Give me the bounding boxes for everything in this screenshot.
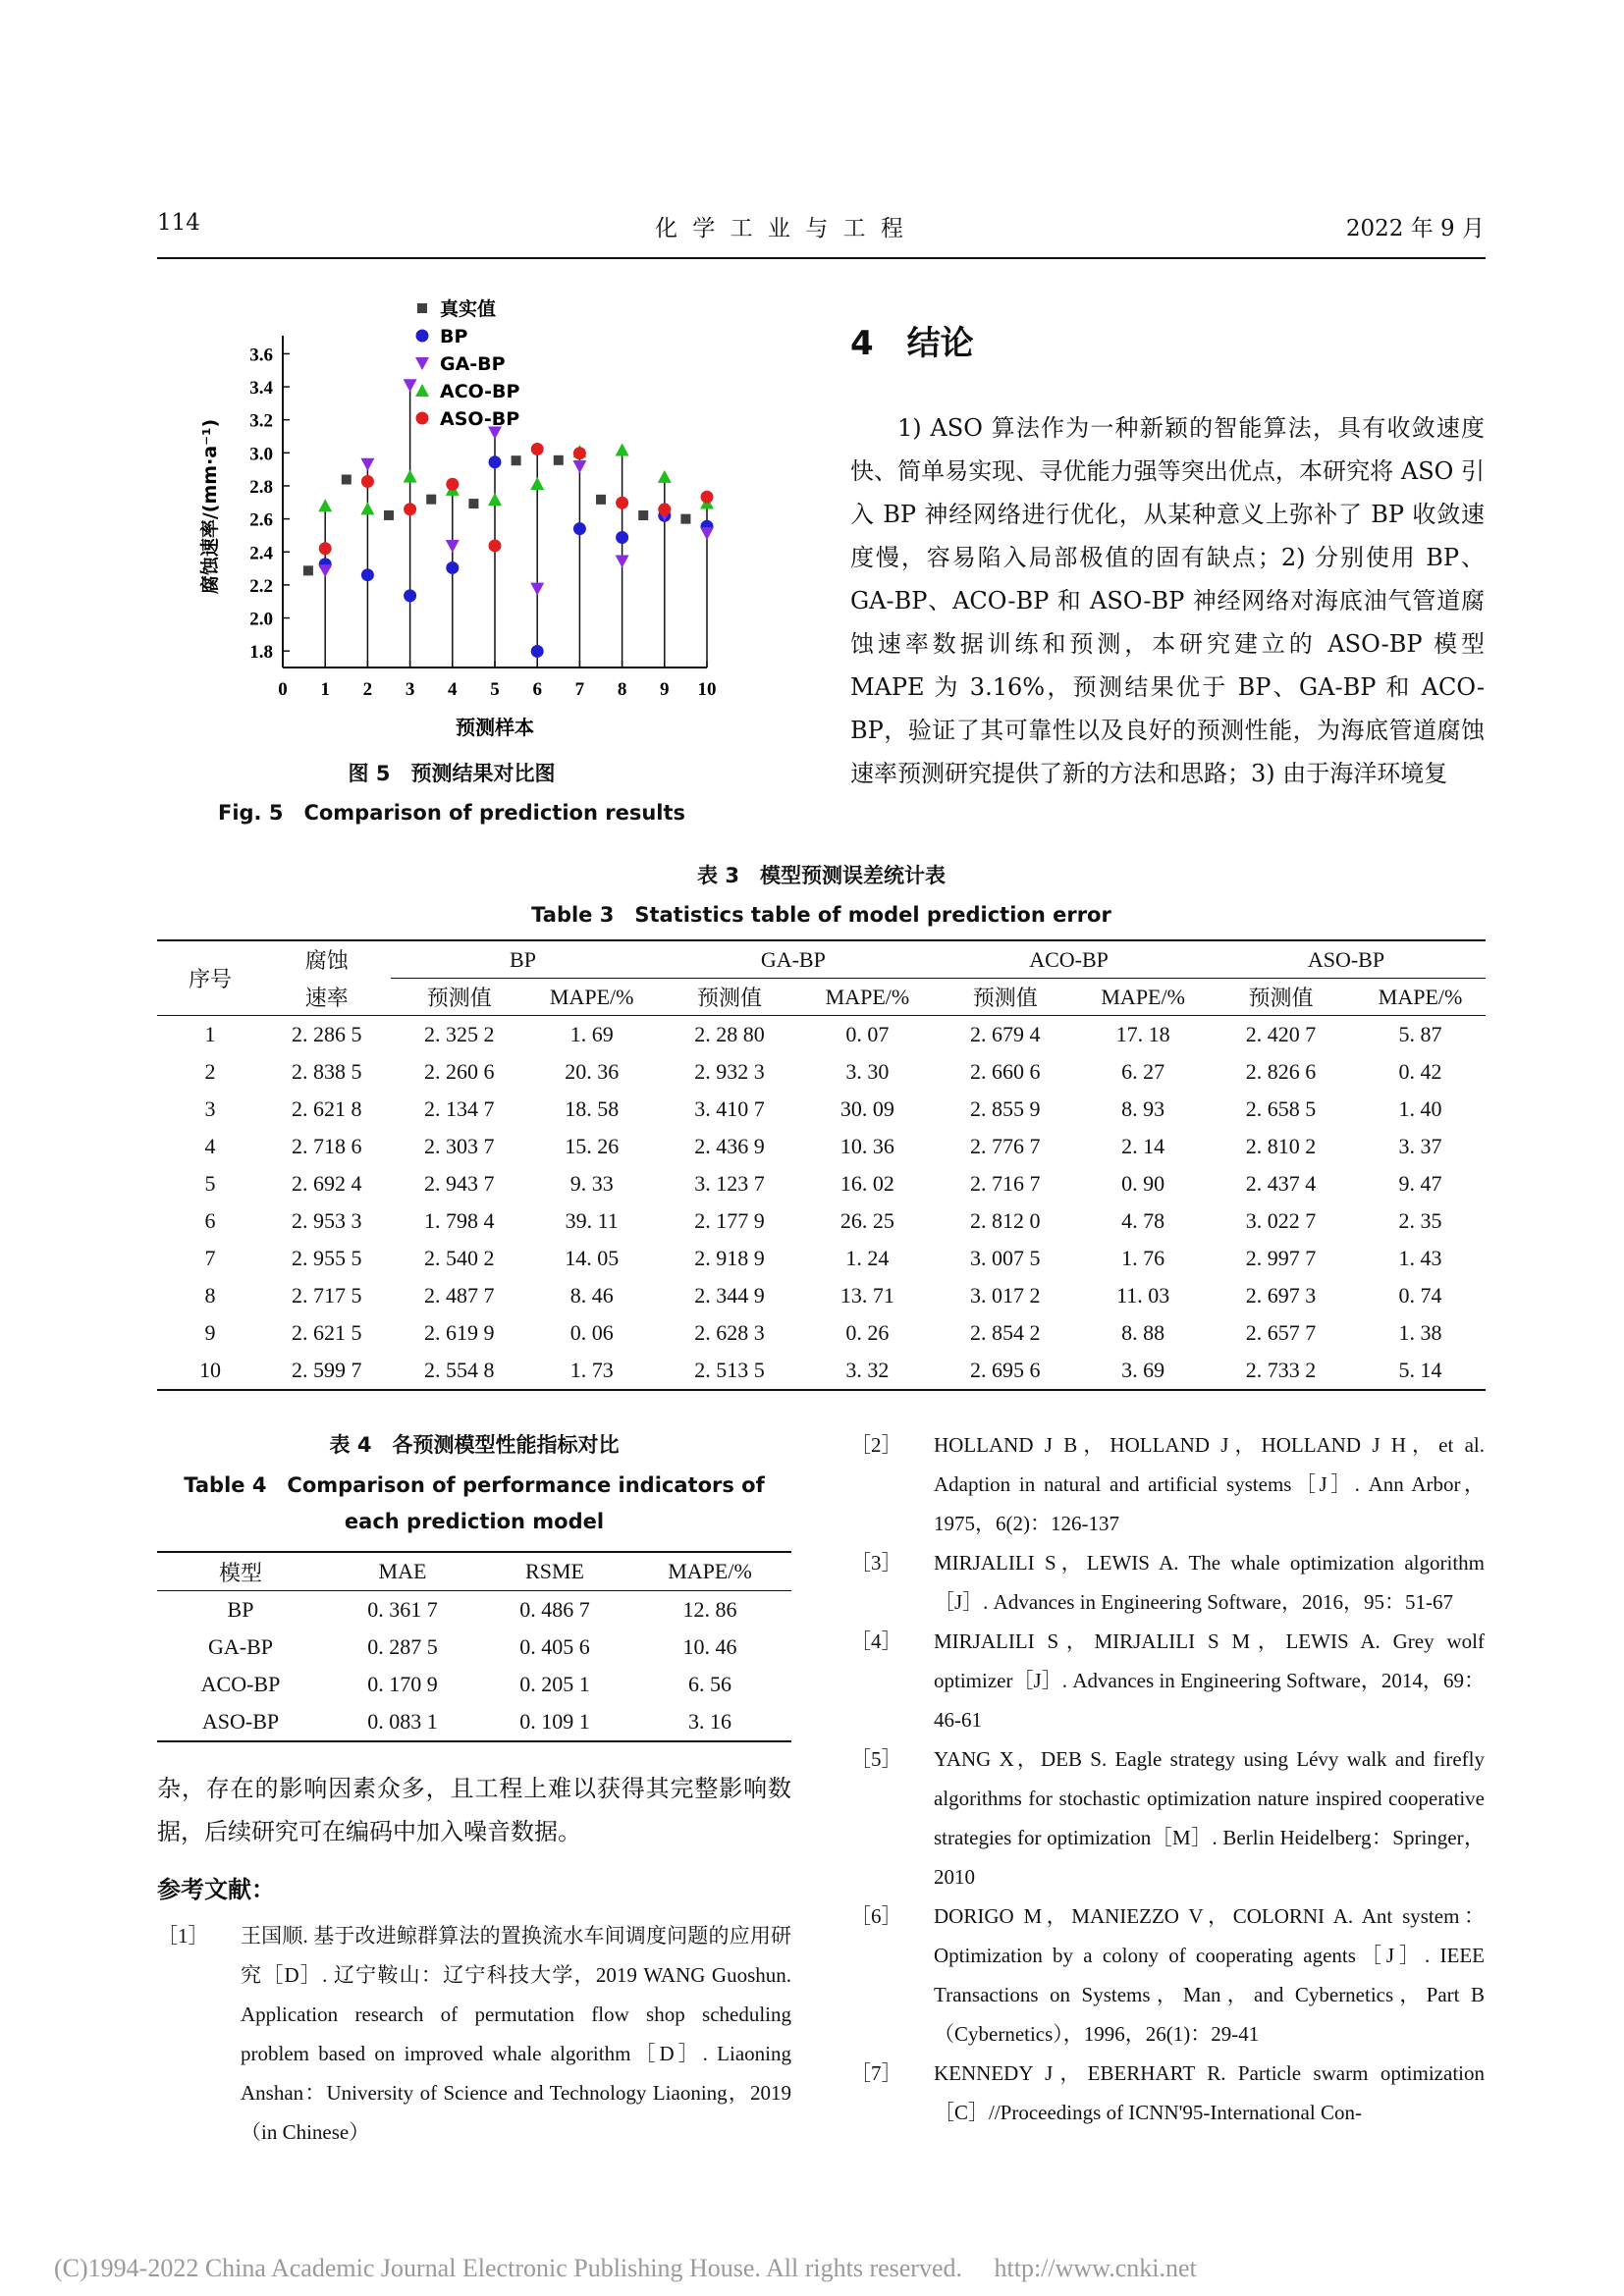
- references-left-column: [157, 1916, 791, 2152]
- data-point-aco-bp: [318, 499, 332, 511]
- x-tick-label: 1: [320, 679, 330, 700]
- legend-marker: [415, 384, 429, 397]
- table-cell: 5: [204, 1171, 216, 1196]
- table-cell: 1. 76: [1121, 1246, 1165, 1270]
- col-mape: MAPE/%: [1355, 979, 1486, 1016]
- table-cell: 1. 73: [528, 1352, 656, 1390]
- reference-text: 王国顺. 基于改进鲸群算法的置换流水车间调度问题的应用研究［D］. 辽宁鞍山：辽宁科技大学，2019 WANG Guoshun. Application research of permutation flow shop scheduling problem based on improved whale algorithm［D］. Liaoning Anshan：University of Science and Technology Liaoning，2019（in Chinese）: [241, 1924, 791, 2144]
- data-point-真实值: [384, 510, 394, 520]
- col-rate-line2: 速率: [263, 979, 391, 1016]
- table-cell: 3. 022 7: [1245, 1208, 1317, 1233]
- reference-text: MIRJALILI S，LEWIS A. The whale optimization algorithm［J］. Advances in Engineering Software，2016，95：51-67: [934, 1551, 1485, 1614]
- reference-text: MIRJALILI S，MIRJALILI S M，LEWIS A. Grey wolf optimizer［J］. Advances in Engineering Software，2014，69：46-61: [934, 1629, 1485, 1732]
- table-cell: 2. 487 7: [423, 1283, 495, 1308]
- table-cell: 26. 25: [839, 1208, 894, 1233]
- table-cell: 0. 74: [1398, 1283, 1442, 1308]
- table-cell: 2. 436 9: [694, 1134, 765, 1158]
- table-cell: 2. 325 2: [423, 1022, 495, 1046]
- data-point-aso-bp: [319, 542, 332, 555]
- col-mape: MAPE/%: [804, 979, 932, 1016]
- reference-item: [850, 1896, 1485, 2054]
- reference-number: ［4］: [850, 1629, 902, 1653]
- table-cell: 2. 953 3: [292, 1208, 362, 1233]
- y-tick-label: 1.8: [249, 642, 273, 664]
- table-cell: 0. 361 7: [367, 1597, 438, 1622]
- table-cell: 2. 838 5: [292, 1059, 362, 1084]
- data-point-aco-bp: [530, 477, 544, 490]
- table-cell: 2. 997 7: [1245, 1246, 1317, 1270]
- col-rate-line1: 腐蚀: [263, 940, 391, 979]
- data-point-真实值: [638, 510, 648, 520]
- table-row: [157, 1314, 1486, 1352]
- data-point-真实值: [426, 495, 436, 505]
- data-point-aso-bp: [531, 443, 544, 455]
- table-cell: 2. 286 5: [292, 1022, 362, 1046]
- issue-date: 2022 年 9 月: [1345, 216, 1485, 241]
- data-point-真实值: [596, 495, 606, 505]
- data-point-bp: [404, 589, 416, 602]
- table-cell: 2: [204, 1059, 216, 1084]
- table-cell: 2. 855 9: [970, 1096, 1041, 1121]
- reference-number: ［1］: [157, 1924, 209, 1948]
- table-cell: 6. 56: [688, 1672, 731, 1696]
- data-point-aso-bp: [701, 491, 714, 504]
- header-rule: [157, 257, 1486, 259]
- table-cell: 2. 733 2: [1207, 1352, 1355, 1390]
- table-row: [157, 1591, 791, 1629]
- table-cell: 2. 955 5: [292, 1246, 362, 1270]
- col-rsme: RSME: [481, 1552, 628, 1591]
- table-cell: 2. 437 4: [1245, 1171, 1317, 1196]
- table-cell: 0. 486 7: [519, 1597, 590, 1622]
- section-title-conclusion: 4 结论: [850, 324, 974, 363]
- data-point-ga-bp: [572, 460, 586, 473]
- table-cell: 13. 71: [839, 1283, 894, 1308]
- references-right-column: [850, 1425, 1485, 2132]
- table-cell: 2. 554 8: [391, 1352, 528, 1390]
- figure-caption-cn: 图 5 预测结果对比图: [348, 762, 556, 785]
- table-cell: 2. 660 6: [970, 1059, 1041, 1084]
- y-tick-label: 2.6: [249, 509, 273, 531]
- table-row: [157, 1277, 1486, 1314]
- table-cell: 2. 854 2: [970, 1320, 1041, 1345]
- reference-item: [850, 1739, 1485, 1896]
- table-cell: 3. 30: [845, 1059, 890, 1084]
- table-cell: 10. 36: [839, 1134, 894, 1158]
- page-number: 114: [157, 210, 200, 236]
- table-cell: 1: [204, 1022, 216, 1046]
- table-cell: 1. 43: [1398, 1246, 1442, 1270]
- table-cell: 16. 02: [839, 1171, 894, 1196]
- data-point-aco-bp: [360, 502, 374, 514]
- table-cell: 10. 46: [682, 1634, 737, 1659]
- data-point-ga-bp: [530, 583, 544, 596]
- conclusion-text: 1) ASO 算法作为一种新颖的智能算法，具有收敛速度快、简单易实现、寻优能力强等突出优点，本研究将 ASO 引入 BP 神经网络进行优化，从某种意义上弥补了 BP 收敛速度慢，容易陷入局部极值的固有缺点；2) 分别使用 BP、GA-BP、ACO-BP 和 ASO-BP 神经网络对海底油气管道腐蚀速率数据训练和预测，本研究建立的 ASO-BP 模型 MAPE 为 3.16%，预测结果优于 BP、GA-BP 和 ACO-BP，验证了其可靠性以及良好的预测性能，为海底管道腐蚀速率预测研究提供了新的方法和思路；3) 由于海洋环境复: [850, 414, 1485, 787]
- table-cell: 2. 812 0: [970, 1208, 1041, 1233]
- table-cell: 2. 717 5: [292, 1283, 362, 1308]
- y-tick-label: 3.2: [249, 410, 273, 432]
- table-cell: 3. 32: [804, 1352, 932, 1390]
- table-cell: 3. 37: [1398, 1134, 1442, 1158]
- x-tick-label: 8: [617, 679, 627, 700]
- x-tick-label: 9: [660, 679, 670, 700]
- legend-label: GA-BP: [440, 353, 506, 375]
- data-point-真实值: [468, 499, 478, 508]
- table-cell: 4. 78: [1121, 1208, 1165, 1233]
- data-point-真实值: [303, 565, 313, 575]
- table-cell: 2. 628 3: [694, 1320, 765, 1345]
- table-row: [157, 1053, 1486, 1091]
- data-point-aso-bp: [658, 503, 671, 515]
- x-tick-label: 0: [278, 679, 288, 700]
- data-point-aso-bp: [616, 497, 628, 509]
- table4-caption-en-line2: each prediction model: [344, 1510, 605, 1533]
- table-cell: 2. 697 3: [1245, 1283, 1317, 1308]
- table-cell: 2. 658 5: [1245, 1096, 1317, 1121]
- col-index: 序号: [157, 940, 263, 1016]
- data-point-aco-bp: [616, 443, 629, 455]
- col-mape: MAPE/%: [628, 1552, 791, 1591]
- legend-marker: [415, 357, 429, 370]
- data-point-ga-bp: [318, 564, 332, 577]
- data-point-aco-bp: [488, 493, 502, 506]
- col-mae: MAE: [324, 1552, 481, 1591]
- table-cell: 17. 18: [1115, 1022, 1170, 1046]
- table-cell: 2. 35: [1398, 1208, 1442, 1233]
- table-row: [157, 1202, 1486, 1240]
- table-cell: 3. 007 5: [970, 1246, 1041, 1270]
- table-row: [157, 1091, 1486, 1128]
- col-pred: 预测值: [931, 979, 1079, 1016]
- data-point-ga-bp: [404, 379, 417, 392]
- col-model: 模型: [157, 1552, 324, 1591]
- data-point-ga-bp: [700, 527, 714, 540]
- table-cell: ACO-BP: [200, 1672, 281, 1696]
- table-cell: 8. 46: [569, 1283, 614, 1308]
- data-point-真实值: [342, 474, 352, 484]
- table-cell: 7: [204, 1246, 216, 1270]
- conclusion-paragraph: [850, 406, 1485, 795]
- reference-text: YANG X，DEB S. Eagle strategy using Lévy walk and firefly algorithms for stochastic optimization nature inspired cooperative strategies for optimization［M］. Berlin Heidelberg：Springer，2010: [934, 1747, 1485, 1889]
- table-row: [157, 1666, 791, 1703]
- table-cell: 2. 303 7: [423, 1134, 495, 1158]
- table-cell: 3. 16: [628, 1703, 791, 1741]
- table-cell: 0. 06: [569, 1320, 614, 1345]
- group-aso-bp: ASO-BP: [1207, 940, 1486, 979]
- table-cell: BP: [227, 1597, 254, 1622]
- reference-text: DORIGO M，MANIEZZO V，COLORNI A. Ant system：Optimization by a colony of cooperating agents［J］. IEEE Transactions on Systems，Man，and Cybernetics，Part B（Cybernetics），1996，26(1)：29-41: [934, 1904, 1485, 2046]
- table4-caption-cn: 表 4 各预测模型性能指标对比: [329, 1433, 620, 1457]
- table-cell: 0. 405 6: [519, 1634, 590, 1659]
- table-row: [157, 1629, 791, 1666]
- legend-marker: [417, 303, 427, 313]
- table-row: [157, 1016, 1486, 1054]
- y-axis-label: 腐蚀速率/(mm·a⁻¹): [199, 418, 221, 595]
- col-pred: 预测值: [655, 979, 803, 1016]
- table-cell: 4: [204, 1134, 216, 1158]
- reference-text: KENNEDY J，EBERHART R. Particle swarm optimization［C］//Proceedings of ICNN'95-International Con-: [934, 2061, 1485, 2124]
- y-tick-label: 3.4: [249, 378, 273, 400]
- table-cell: 39. 11: [565, 1208, 619, 1233]
- conclusion-paragraph-cont: [157, 1767, 791, 1853]
- col-mape: MAPE/%: [1079, 979, 1207, 1016]
- table-cell: 2. 826 6: [1245, 1059, 1317, 1084]
- table-cell: 2. 621 8: [292, 1096, 362, 1121]
- data-point-bp: [573, 522, 586, 535]
- table3-caption-en: Table 3 Statistics table of model prediction error: [531, 903, 1111, 927]
- table-cell: 18. 58: [565, 1096, 620, 1121]
- table-cell: 20. 36: [565, 1059, 620, 1084]
- legend-label: ASO-BP: [440, 408, 520, 430]
- table-cell: 3. 69: [1079, 1352, 1207, 1390]
- table-cell: 6. 27: [1121, 1059, 1165, 1084]
- table-cell: 2. 918 9: [694, 1246, 765, 1270]
- legend-marker: [416, 330, 429, 343]
- table3-prediction-error: [157, 939, 1486, 1391]
- col-pred: 预测值: [391, 979, 528, 1016]
- table-cell: 3. 123 7: [694, 1171, 765, 1196]
- data-point-bp: [361, 568, 374, 581]
- table-cell: 0. 109 1: [481, 1703, 628, 1741]
- table-row: [157, 1240, 1486, 1277]
- y-tick-label: 2.8: [249, 476, 273, 498]
- table-cell: 2. 619 9: [423, 1320, 495, 1345]
- table-cell: 2. 776 7: [970, 1134, 1041, 1158]
- table-cell: 0. 287 5: [367, 1634, 438, 1659]
- table-cell: 2. 344 9: [694, 1283, 765, 1308]
- y-tick-label: 2.0: [249, 609, 273, 630]
- reference-number: ［5］: [850, 1747, 902, 1771]
- table-cell: 1. 24: [845, 1246, 890, 1270]
- table-cell: ASO-BP: [157, 1703, 324, 1741]
- group-ga-bp: GA-BP: [655, 940, 931, 979]
- table-cell: 5. 87: [1398, 1022, 1442, 1046]
- table-cell: 2. 932 3: [694, 1059, 765, 1084]
- x-tick-label: 5: [490, 679, 500, 700]
- conclusion-text-cont: 杂，存在的影响因素众多，且工程上难以获得其完整影响数据，后续研究可在编码中加入噪音数据。: [157, 1775, 791, 1845]
- data-point-ga-bp: [446, 540, 460, 553]
- table-cell: 0. 205 1: [519, 1672, 590, 1696]
- reference-number: ［2］: [850, 1433, 902, 1457]
- data-point-真实值: [680, 514, 690, 524]
- table-cell: 2. 14: [1121, 1134, 1165, 1158]
- data-point-ga-bp: [616, 556, 629, 568]
- journal-title: 化 学 工 业 与 工 程: [655, 216, 907, 241]
- y-tick-label: 2.2: [249, 575, 273, 597]
- reference-text: HOLLAND J B，HOLLAND J，HOLLAND J H，et al. Adaption in natural and artificial systems［J］. Ann Arbor，1975，6(2)：126-137: [934, 1433, 1485, 1535]
- table-cell: 2. 599 7: [263, 1352, 391, 1390]
- y-tick-label: 2.4: [249, 543, 273, 564]
- reference-item: [850, 1543, 1485, 1622]
- col-mape: MAPE/%: [528, 979, 656, 1016]
- table-cell: 0. 90: [1121, 1171, 1165, 1196]
- table-cell: 0. 170 9: [367, 1672, 438, 1696]
- data-point-aco-bp: [404, 470, 417, 483]
- reference-item: [157, 1916, 791, 2152]
- x-tick-label: 10: [697, 679, 717, 700]
- data-point-aso-bp: [404, 503, 416, 515]
- data-point-bp: [616, 531, 628, 544]
- table-cell: 0. 07: [845, 1022, 890, 1046]
- group-aco-bp: ACO-BP: [931, 940, 1207, 979]
- table-cell: 2. 28 80: [694, 1022, 765, 1046]
- table-cell: 2. 718 6: [292, 1134, 362, 1158]
- y-tick-label: 3.6: [249, 345, 273, 366]
- table-row: [157, 1352, 1486, 1390]
- table-cell: 1. 40: [1398, 1096, 1442, 1121]
- data-point-bp: [446, 561, 459, 574]
- x-tick-label: 6: [532, 679, 542, 700]
- table-cell: 2. 692 4: [292, 1171, 362, 1196]
- table-cell: 2. 513 5: [655, 1352, 803, 1390]
- table-cell: 2. 621 5: [292, 1320, 362, 1345]
- data-point-bp: [489, 455, 502, 468]
- table4-caption-en-line1: Table 4 Comparison of performance indicators of: [184, 1473, 765, 1497]
- table-cell: 2. 134 7: [423, 1096, 495, 1121]
- table-cell: 10: [157, 1352, 263, 1390]
- x-tick-label: 4: [448, 679, 458, 700]
- table-cell: 2. 177 9: [694, 1208, 765, 1233]
- table-cell: 2. 716 7: [970, 1171, 1041, 1196]
- table-cell: 9. 47: [1398, 1171, 1442, 1196]
- legend-label: 真实值: [440, 298, 497, 320]
- table-cell: 2. 810 2: [1245, 1134, 1317, 1158]
- reference-number: ［6］: [850, 1904, 902, 1928]
- table-cell: 9: [204, 1320, 216, 1345]
- table-cell: 8. 93: [1121, 1096, 1165, 1121]
- table-cell: 30. 09: [839, 1096, 894, 1121]
- table-cell: 2. 695 6: [931, 1352, 1079, 1390]
- data-point-真实值: [554, 455, 564, 465]
- table-cell: 15. 26: [565, 1134, 620, 1158]
- table-cell: 1. 69: [569, 1022, 614, 1046]
- reference-number: ［7］: [850, 2061, 902, 2085]
- data-point-aso-bp: [361, 475, 374, 488]
- table-cell: 3. 017 2: [970, 1283, 1041, 1308]
- data-point-aso-bp: [446, 478, 459, 491]
- legend-marker: [416, 412, 429, 425]
- reference-item: [850, 1425, 1485, 1543]
- table-cell: 12. 86: [682, 1597, 737, 1622]
- table-cell: 11. 03: [1116, 1283, 1170, 1308]
- table-cell: 0. 26: [845, 1320, 890, 1345]
- group-bp: BP: [391, 940, 656, 979]
- table-cell: 5. 14: [1355, 1352, 1486, 1390]
- data-point-aso-bp: [573, 447, 586, 459]
- legend-label: ACO-BP: [440, 381, 520, 402]
- x-tick-label: 2: [362, 679, 373, 700]
- table-cell: 2. 943 7: [423, 1171, 495, 1196]
- table-cell: 2. 540 2: [423, 1246, 495, 1270]
- x-tick-label: 7: [574, 679, 585, 700]
- figure-caption-en: Fig. 5 Comparison of prediction results: [217, 801, 686, 825]
- table-row: [157, 1703, 791, 1741]
- table-cell: GA-BP: [207, 1634, 273, 1659]
- table-cell: 1. 38: [1398, 1320, 1442, 1345]
- x-tick-label: 3: [405, 679, 415, 700]
- table-cell: 3: [204, 1096, 216, 1121]
- table-cell: 2. 260 6: [423, 1059, 495, 1084]
- x-axis-label: 预测样本: [456, 716, 534, 739]
- reference-item: [850, 1622, 1485, 1739]
- table-cell: 0. 083 1: [324, 1703, 481, 1741]
- data-point-bp: [531, 645, 544, 658]
- table-row: [157, 1128, 1486, 1165]
- table-cell: 0. 42: [1398, 1059, 1442, 1084]
- table-cell: 14. 05: [565, 1246, 620, 1270]
- table4-performance: [157, 1551, 791, 1742]
- reference-number: ［3］: [850, 1551, 902, 1575]
- table-cell: 6: [204, 1208, 216, 1233]
- table-cell: 2. 657 7: [1245, 1320, 1317, 1345]
- reference-item: [850, 2054, 1485, 2132]
- table-cell: 3. 410 7: [694, 1096, 765, 1121]
- references-title: 参考文献：: [157, 1876, 275, 1903]
- data-point-aco-bp: [658, 470, 672, 483]
- table-cell: 8: [204, 1283, 216, 1308]
- table-row: [157, 1165, 1486, 1202]
- data-point-ga-bp: [360, 458, 374, 471]
- data-point-真实值: [512, 455, 521, 465]
- col-pred: 预测值: [1207, 979, 1355, 1016]
- table-cell: 9. 33: [569, 1171, 614, 1196]
- legend-label: BP: [440, 326, 468, 347]
- table-cell: 2. 420 7: [1245, 1022, 1317, 1046]
- table3-caption-cn: 表 3 模型预测误差统计表: [697, 864, 946, 887]
- prediction-comparison-chart: [157, 294, 746, 756]
- table-cell: 1. 798 4: [423, 1208, 495, 1233]
- table-cell: 8. 88: [1121, 1320, 1165, 1345]
- table-cell: 2. 679 4: [970, 1022, 1041, 1046]
- y-tick-label: 3.0: [249, 444, 273, 465]
- data-point-aso-bp: [489, 539, 502, 552]
- copyright-footer: (C)1994-2022 China Academic Journal Electronic Publishing House. All rights reserved. http://www.cnki.net: [54, 2254, 1197, 2282]
